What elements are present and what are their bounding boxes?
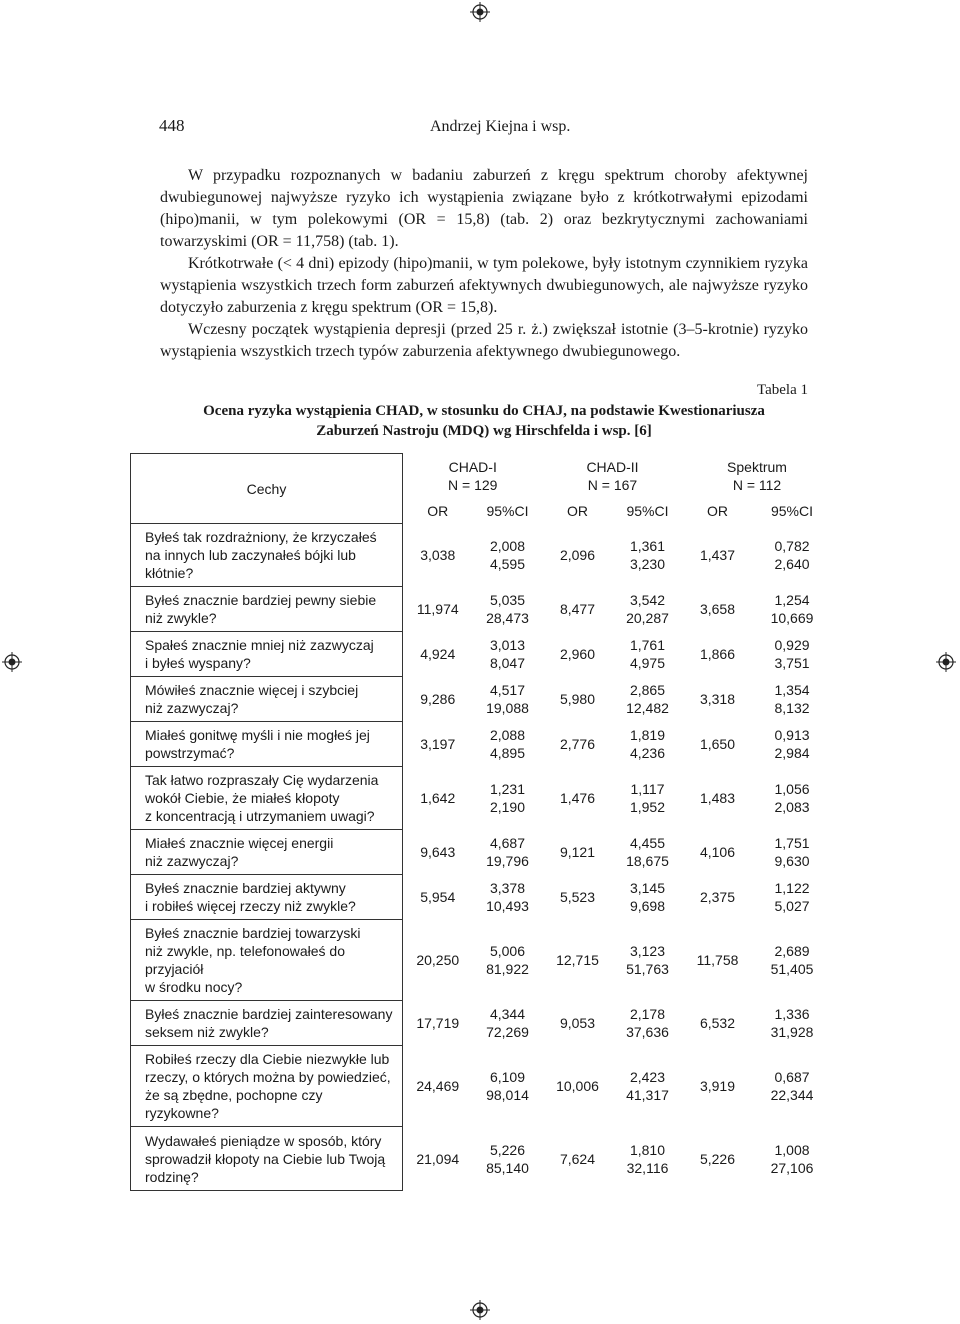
ci-upper: 4,595 (489, 556, 526, 572)
feature-text-line: niż zazwyczaj? (145, 700, 239, 716)
feature-text-line: sprowadził kłopoty na Ciebie lub Twoją (145, 1150, 386, 1167)
feature-text-line: Mówiłeś znacznie więcej i szybciej (145, 682, 359, 698)
or-value-cell: 4,106 (699, 844, 736, 860)
or-value-cell: 1,483 (699, 790, 736, 806)
ci-value-cell (753, 677, 832, 722)
or-value-cell: 9,121 (559, 844, 596, 860)
or-value-cell: 9,643 (420, 844, 456, 860)
paragraph: W przypadku rozpoznanych w badaniu zaburzeń z kręgu spektrum choroby afektywnej dwubiegunowej najwyższe ryzyko ich wystąpienia związane było z krótkotrwałymi epizodami (hipo)manii, w tym polekowymi (OR = 15,8) (tab. 2) oraz bezkrytycznymi zachowaniami towarzyskimi (OR = 11,758) (tab. 1). (160, 167, 808, 250)
ci-value-cell (753, 920, 832, 1001)
ci-lower: 3,123 (629, 943, 666, 959)
page-number: 448 (159, 116, 185, 135)
table-row (131, 1001, 832, 1046)
ci-upper: 18,675 (626, 853, 669, 869)
or-value-cell: 21,094 (416, 1150, 460, 1167)
ci-value-cell (613, 830, 683, 875)
ci-lower: 6,109 (489, 1069, 526, 1085)
ci-upper: 28,473 (486, 610, 529, 626)
ci-upper: 9,630 (774, 853, 810, 869)
group-n: N = 112 (732, 476, 782, 493)
or-value-cell: 9,286 (420, 691, 456, 707)
ci-value-cell (753, 524, 832, 587)
feature-text-line: z koncentracją i utrzymaniem uwagi? (145, 808, 375, 824)
ci-lower: 1,751 (774, 835, 810, 851)
or-value-cell: 3,658 (699, 601, 736, 617)
ci-upper: 2,190 (489, 799, 526, 815)
ci-value-cell (753, 1046, 832, 1127)
ci-value-cell (613, 722, 683, 767)
ci-lower: 2,178 (629, 1006, 666, 1022)
ci-value-cell (613, 587, 683, 632)
or-value-cell: 2,776 (559, 736, 596, 752)
table-label: Tabela 1 (756, 382, 808, 398)
feature-text-line: Miałeś gonitwę myśli i nie mogłeś jej (145, 727, 370, 743)
ci-value-cell (613, 920, 683, 1001)
ci-lower: 3,378 (489, 880, 526, 896)
ci-value-cell (473, 920, 543, 1001)
feature-text-line: seksem niż zwykle? (145, 1024, 269, 1040)
feature-text-line: niż zazwyczaj? (145, 853, 239, 869)
ci-lower: 0,929 (774, 637, 810, 653)
ci-upper: 98,014 (486, 1087, 529, 1103)
ci-lower: 3,145 (629, 880, 666, 896)
or-value-cell: 3,038 (420, 547, 456, 563)
ci-value-cell (613, 1046, 683, 1127)
table-caption-line: Zaburzeń Nastroju (MDQ) wg Hirschfelda i wsp. [6] (316, 423, 652, 439)
group-header (543, 454, 683, 498)
feature-text-line: Byłeś znacznie bardziej pewny siebie (145, 592, 377, 608)
or-value-cell: 2,960 (559, 646, 596, 662)
table-row (131, 830, 832, 875)
group-n: N = 129 (448, 476, 498, 493)
ci-lower: 1,761 (629, 637, 666, 653)
ci-lower: 3,542 (629, 592, 666, 608)
ci-upper: 8,047 (489, 655, 526, 671)
ci-value-cell (473, 1127, 543, 1191)
table-row (131, 587, 832, 632)
ci-value-cell (753, 587, 832, 632)
table-row (131, 677, 832, 722)
ci-lower: 1,354 (774, 682, 810, 698)
ci-upper: 3,751 (774, 655, 810, 671)
table-row (131, 632, 832, 677)
ci-value-cell (473, 587, 543, 632)
ci-lower: 1,117 (630, 781, 665, 797)
table-caption-line: Ocena ryzyka wystąpienia CHAD, w stosunku do CHAJ, na podstawie Kwestionariusza (203, 403, 765, 419)
ci-upper: 31,928 (770, 1024, 814, 1040)
feature-cell (131, 722, 403, 767)
or-value-cell: 5,980 (559, 691, 596, 707)
ci-value-cell (753, 767, 832, 830)
ci-upper: 5,027 (774, 898, 810, 914)
or-value-cell: 11,974 (416, 601, 459, 617)
ci-upper: 1,952 (629, 799, 666, 815)
feature-cell (131, 875, 403, 920)
or-value-cell: 3,919 (699, 1078, 736, 1094)
subheader-or: OR (567, 502, 588, 519)
feature-cell (131, 1127, 403, 1191)
feature-cell (131, 524, 403, 587)
ci-upper: 41,317 (626, 1087, 669, 1103)
ci-upper: 20,287 (626, 610, 669, 626)
ci-upper: 2,984 (774, 745, 810, 761)
table-row (131, 1046, 832, 1127)
ci-upper: 3,230 (629, 556, 666, 572)
or-value-cell: 6,532 (699, 1015, 736, 1031)
group-header (683, 454, 832, 498)
or-value-cell: 12,715 (556, 952, 599, 968)
feature-text-line: powstrzymać? (145, 745, 235, 761)
feature-text-line: Byłeś znacznie bardziej towarzyski (145, 925, 361, 941)
ci-value-cell (613, 1001, 683, 1046)
ci-value-cell (613, 632, 683, 677)
ci-lower: 1,122 (774, 880, 810, 896)
feature-cell (131, 632, 403, 677)
ci-lower: 1,819 (629, 727, 666, 743)
or-value-cell: 1,476 (559, 790, 596, 806)
ci-upper: 51,763 (626, 961, 669, 977)
or-value-cell: 1,650 (699, 736, 736, 752)
feature-text-line: wokół Ciebie, że miałeś kłopoty (145, 790, 340, 806)
feature-text-line: Miałeś znacznie więcej energii (145, 835, 334, 851)
ci-lower: 3,013 (489, 637, 526, 653)
group-name: CHAD-I (448, 458, 497, 475)
ci-value-cell (613, 1127, 683, 1191)
ci-upper: 2,083 (774, 799, 810, 815)
or-value-cell: 8,477 (559, 601, 596, 617)
registration-mark-icon (936, 652, 956, 672)
ci-lower: 5,035 (489, 592, 526, 608)
feature-text-line: rodzinę? (145, 1168, 199, 1185)
ci-value-cell (473, 767, 543, 830)
feature-text-line: Robiłeś rzeczy dla Ciebie niezwykłe lub (145, 1051, 390, 1067)
ci-lower: 4,517 (489, 682, 526, 698)
ci-upper: 32,116 (626, 1159, 669, 1176)
ci-value-cell (473, 677, 543, 722)
paragraph: Krótkotrwałe (< 4 dni) epizody (hipo)manii, w tym polekowe, były istotnym czynnikiem ryzyka wystąpienia wszystkich trzech form zaburzeń afektywnych dwubiegunowych, ale najwyższe ryzyko dotyczyło zaburzenia z kręgu spektrum (OR = 15,8). (160, 255, 808, 316)
feature-cell (131, 587, 403, 632)
ci-upper: 8,132 (774, 700, 810, 716)
ci-lower: 1,008 (774, 1141, 810, 1158)
or-value-cell: 24,469 (416, 1078, 460, 1094)
feature-cell (131, 767, 403, 830)
subheader-ci: 95%CI (486, 502, 529, 519)
ci-value-cell (613, 524, 683, 587)
feature-text-line: rzeczy, o których można by powiedzieć, (145, 1069, 391, 1085)
ci-value-cell (753, 830, 832, 875)
running-head: Andrzej Kiejna i wsp. (430, 118, 571, 135)
table-row (131, 722, 832, 767)
ci-lower: 1,361 (629, 538, 666, 554)
ci-upper: 10,493 (486, 898, 529, 914)
ci-value-cell (753, 1127, 832, 1191)
ci-upper: 27,106 (770, 1159, 814, 1176)
group-name: Spektrum (727, 458, 787, 475)
feature-text-line: na innych lub zaczynałeś bójki lub kłótnie? (145, 547, 356, 581)
ci-value-cell (753, 722, 832, 767)
ci-lower: 2,423 (629, 1069, 666, 1085)
ci-upper: 10,669 (770, 610, 814, 626)
table-row (131, 767, 832, 830)
body-text (160, 165, 808, 363)
ci-lower: 0,913 (774, 727, 810, 743)
ci-value-cell (473, 1046, 543, 1127)
ci-upper: 9,698 (629, 898, 666, 914)
ci-value-cell (613, 677, 683, 722)
ci-lower: 2,689 (774, 943, 810, 959)
feature-text-line: i robiłeś więcej rzeczy niż zwykle? (145, 898, 356, 914)
ci-lower: 0,687 (774, 1069, 810, 1085)
or-value-cell: 3,197 (420, 736, 456, 752)
feature-cell (131, 830, 403, 875)
ci-lower: 1,254 (774, 592, 810, 608)
or-value-cell: 10,006 (556, 1078, 599, 1094)
ci-lower: 1,231 (489, 781, 526, 797)
group-name: CHAD-II (586, 458, 639, 475)
feature-column-header: Cechy (131, 454, 403, 524)
feature-text-line: Byłeś znacznie bardziej zainteresowany (145, 1006, 393, 1022)
feature-cell (131, 920, 403, 1001)
table-row (131, 524, 832, 587)
ci-upper: 22,344 (770, 1087, 814, 1103)
group-n: N = 167 (587, 476, 638, 493)
subheader-ci: 95%CI (770, 502, 814, 519)
ci-value-cell (473, 632, 543, 677)
ci-value-cell (613, 875, 683, 920)
ci-upper: 4,975 (629, 655, 666, 671)
table-row (131, 1127, 832, 1191)
feature-text-line: Wydawałeś pieniądze w sposób, który (145, 1132, 382, 1149)
ci-lower: 2,865 (629, 682, 666, 698)
ci-lower: 4,344 (489, 1006, 526, 1022)
or-value-cell: 1,866 (699, 646, 736, 662)
ci-value-cell (473, 524, 543, 587)
or-value-cell: 4,924 (420, 646, 456, 662)
ci-value-cell (473, 830, 543, 875)
registration-mark-icon (470, 1300, 490, 1320)
ci-lower: 4,687 (489, 835, 526, 851)
registration-mark-icon (470, 2, 490, 22)
or-value-cell: 2,375 (699, 889, 736, 905)
or-value-cell: 7,624 (559, 1150, 596, 1167)
ci-upper: 37,636 (626, 1024, 669, 1040)
table-row (131, 920, 832, 1001)
ci-upper: 51,405 (770, 961, 814, 977)
or-value-cell: 5,523 (559, 889, 596, 905)
ci-upper: 81,922 (486, 961, 529, 977)
ci-upper: 4,236 (629, 745, 666, 761)
feature-cell (131, 677, 403, 722)
ci-lower: 2,088 (489, 727, 526, 743)
feature-text-line: niż zwykle, np. telefonowałeś do przyjaciół (145, 943, 345, 977)
or-value-cell: 11,758 (696, 952, 739, 968)
table-caption (150, 401, 818, 441)
or-value-cell: 5,226 (699, 1150, 736, 1167)
ci-value-cell (753, 1001, 832, 1046)
registration-mark-icon (2, 652, 22, 672)
table-body (131, 524, 832, 1191)
paragraph: Wczesny początek wystąpienia depresji (przed 25 r. ż.) zwiększał istotnie (3–5-krotnie) ryzyko wystąpienia wszystkich trzech typów zaburzenia afektywnego dwubiegunowego. (160, 321, 808, 360)
or-value-cell: 3,318 (699, 691, 736, 707)
ci-upper: 19,088 (486, 700, 529, 716)
ci-lower: 5,006 (489, 943, 526, 959)
subheader-ci: 95%CI (626, 502, 669, 519)
ci-upper: 4,895 (489, 745, 526, 761)
subheader-or: OR (707, 502, 728, 519)
group-header (403, 454, 543, 498)
feature-text-line: Spałeś znacznie mniej niż zazwyczaj (145, 637, 374, 653)
ci-value-cell (473, 875, 543, 920)
subheader-or: OR (427, 502, 449, 519)
ci-value-cell (473, 722, 543, 767)
feature-text-line: Byłeś znacznie bardziej aktywny (145, 880, 346, 896)
feature-text-line: niż zwykle? (145, 610, 217, 626)
feature-text-line: Tak łatwo rozpraszały Cię wydarzenia (145, 772, 379, 788)
table-row (131, 875, 832, 920)
ci-upper: 12,482 (626, 700, 669, 716)
feature-text-line: że są zbędne, pochopne czy ryzykowne? (145, 1087, 323, 1121)
or-value-cell: 1,437 (699, 547, 736, 563)
feature-cell (131, 1046, 403, 1127)
or-value-cell: 5,954 (420, 889, 456, 905)
ci-lower: 0,782 (774, 538, 810, 554)
or-value-cell: 17,719 (416, 1015, 460, 1031)
ci-lower: 1,056 (774, 781, 810, 797)
feature-text-line: w środku nocy? (145, 979, 243, 995)
or-value-cell: 2,096 (559, 547, 596, 563)
ci-value-cell (473, 1001, 543, 1046)
or-value-cell: 9,053 (559, 1015, 596, 1031)
ci-lower: 2,008 (489, 538, 526, 554)
or-value-cell: 20,250 (416, 952, 460, 968)
ci-upper: 19,796 (486, 853, 529, 869)
ci-lower: 4,455 (629, 835, 666, 851)
feature-cell (131, 1001, 403, 1046)
ci-value-cell (613, 767, 683, 830)
results-table (130, 453, 832, 1191)
ci-lower: 5,226 (489, 1141, 526, 1158)
ci-upper: 2,640 (774, 556, 810, 572)
ci-value-cell (753, 875, 832, 920)
ci-upper: 72,269 (486, 1024, 529, 1040)
or-value-cell: 1,642 (420, 790, 456, 806)
ci-value-cell (753, 632, 832, 677)
ci-upper: 85,140 (486, 1159, 529, 1176)
feature-text-line: i byłeś wyspany? (145, 655, 251, 671)
feature-text-line: Byłeś tak rozdrażniony, że krzyczałeś (145, 529, 377, 545)
ci-lower: 1,336 (774, 1006, 810, 1022)
ci-lower: 1,810 (629, 1141, 666, 1158)
